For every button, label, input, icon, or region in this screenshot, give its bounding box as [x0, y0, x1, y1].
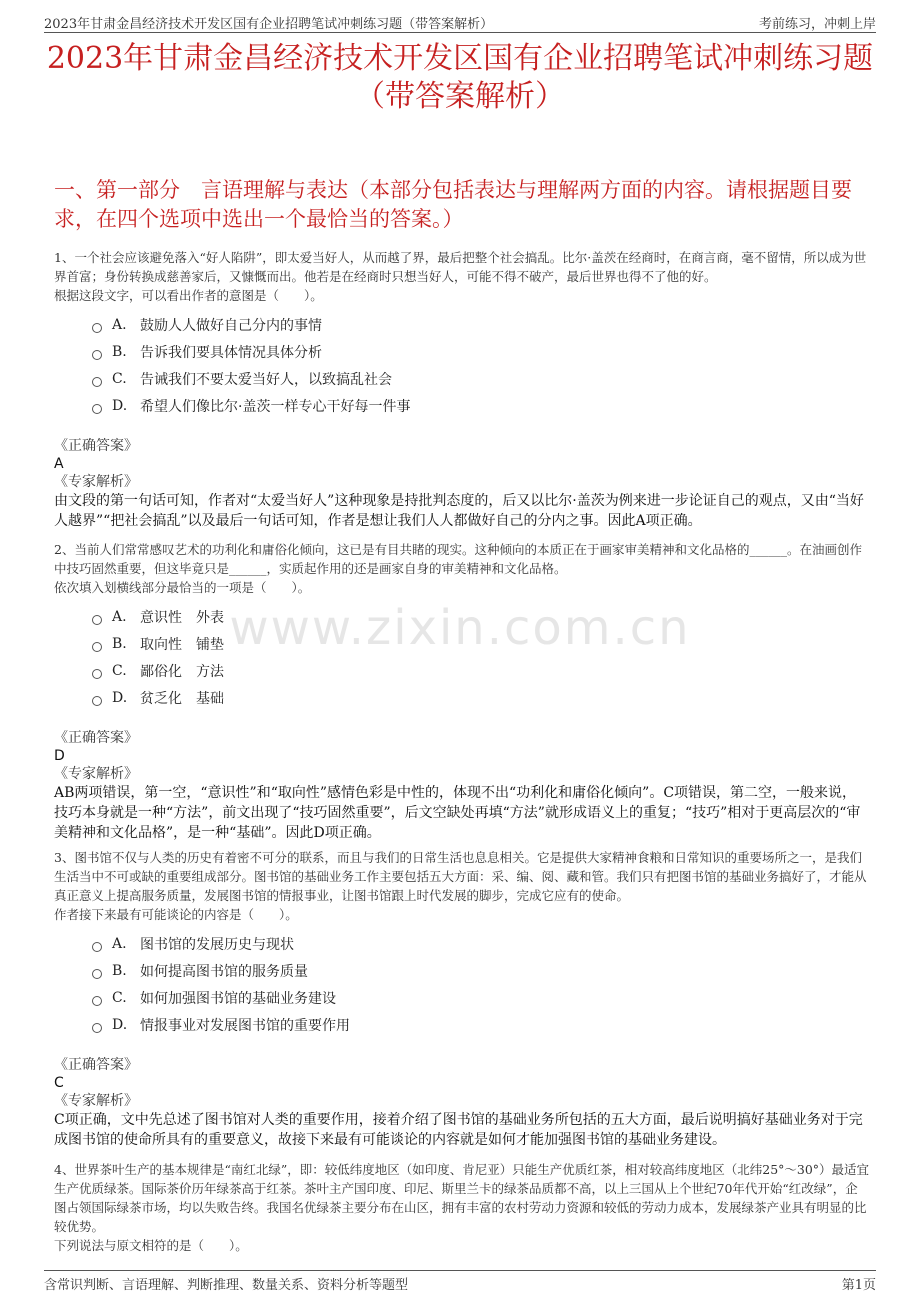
option-b[interactable]: B. 取向性 铺垫	[54, 630, 870, 657]
question-prompt: 下列说法与原文相符的是（ ）。	[54, 1238, 248, 1253]
question-4	[54, 1160, 870, 1255]
radio-icon[interactable]	[92, 669, 102, 679]
radio-icon[interactable]	[92, 642, 102, 652]
question-stem: 1、一个社会应该避免落入“好人陷阱”，即太爱当好人，从而越了界，最后把整个社会搞乱。比尔·盖茨在经商时，在商言商，毫不留情，所以成为世界首富；身份转换成慈善家后，又慷慨而出。他若是在经商时只想当好人，可能不得不破产，最后世界也得不了他的好。	[54, 250, 867, 284]
question-prompt: 依次填入划横线部分最恰当的一项是（ ）。	[54, 580, 311, 595]
analysis-text: AB两项错误，第一空，“意识性”和“取向性”感情色彩是中性的，体现不出“功利化和庸俗化倾向”。C项错误，第二空，一般来说，技巧本身就是一种“方法”，前文出现了“技巧固然重要”，后文空缺处再填“方法”就形成语义上的重复；“技巧”相对于更高层次的“审美精神和文化品格”，是一种“基础”。因此D项正确。	[54, 785, 861, 841]
radio-icon[interactable]	[92, 1023, 102, 1033]
analysis-tag: 《专家解析》	[54, 474, 138, 490]
option-c[interactable]: C. 如何加强图书馆的基础业务建设	[54, 984, 870, 1011]
answer-tag: 《正确答案》	[54, 730, 138, 746]
analysis-text: C项正确，文中先总述了图书馆对人类的重要作用，接着介绍了图书馆的基础业务所包括的五大方面，最后说明搞好基础业务对于完成图书馆的使命所具有的重要意义，故接下来最有可能谈论的内容就是如何才能加强图书馆的基础业务建设。	[54, 1112, 863, 1148]
option-d[interactable]: D. 情报事业对发展图书馆的重要作用	[54, 1011, 870, 1038]
watermark: www.zixin.com.cn	[229, 600, 691, 656]
radio-icon[interactable]	[92, 696, 102, 706]
option-c[interactable]: C. 鄙俗化 方法	[54, 657, 870, 684]
question-prompt: 根据这段文字，可以看出作者的意图是（ ）。	[54, 288, 323, 303]
radio-icon[interactable]	[92, 404, 102, 414]
question-stem: 3、图书馆不仅与人类的历史有着密不可分的联系，而且与我们的日常生活也息息相关。它是提供大家精神食粮和日常知识的重要场所之一，是我们生活当中不可或缺的重要组成部分。图书馆的基础业务工作主要包括五大方面：采、编、阅、藏和管。我们只有把图书馆的基础业务搞好了，才能从真正意义上提高服务质量，发展图书馆的情报事业，让图书馆跟上时代发展的脚步，完成它应有的使命。	[54, 850, 867, 903]
option-b[interactable]: B. 告诉我们要具体情况具体分析	[54, 338, 870, 365]
question-stem: 2、当前人们常常感叹艺术的功利化和庸俗化倾向，这已是有目共睹的现实。这种倾向的本质正在于画家审美精神和文化品格的______。在油画创作中技巧固然重要，但这毕竟只是______，实质起作用的还是画家自身的审美精神和文化品格。	[54, 542, 862, 576]
option-list	[54, 930, 870, 1038]
answer-value: A	[54, 456, 64, 472]
question-3	[54, 848, 870, 1150]
header-doc-title: 2023年甘肃金昌经济技术开发区国有企业招聘笔试冲刺练习题（带答案解析）	[44, 17, 494, 32]
analysis-tag: 《专家解析》	[54, 1093, 138, 1109]
question-1	[54, 248, 870, 531]
answer-tag: 《正确答案》	[54, 438, 138, 454]
page-number: 第1页	[841, 1278, 876, 1293]
radio-icon[interactable]	[92, 996, 102, 1006]
option-a[interactable]: A. 鼓励人人做好自己分内的事情	[54, 311, 870, 338]
option-c[interactable]: C. 告诫我们不要太爱当好人，以致搞乱社会	[54, 365, 870, 392]
radio-icon[interactable]	[92, 377, 102, 387]
option-d[interactable]: D. 贫乏化 基础	[54, 684, 870, 711]
option-a[interactable]: A. 图书馆的发展历史与现状	[54, 930, 870, 957]
question-stem: 4、世界茶叶生产的基本规律是“南红北绿”，即：较低纬度地区（如印度、肯尼亚）只能生产优质红茶，相对较高纬度地区（北纬25°～30°）最适宜生产优质绿茶。国际茶价历年绿茶高于红茶。茶叶主产国印度、印尼、斯里兰卡的绿茶品质都不高，以上三国从上个世纪70年代开始“红改绿”，企图占领国际绿茶市场，均以失败告终。我国名优绿茶主要分布在山区，拥有丰富的农村劳动力资源和较低的劳动力成本，发展绿茶产业具有明显的比较优势。	[54, 1162, 870, 1234]
radio-icon[interactable]	[92, 323, 102, 333]
radio-icon[interactable]	[92, 942, 102, 952]
radio-icon[interactable]	[92, 350, 102, 360]
question-prompt: 作者接下来最有可能谈论的内容是（ ）。	[54, 907, 298, 922]
radio-icon[interactable]	[92, 615, 102, 625]
footer-note: 含常识判断、言语理解、判断推理、数量关系、资料分析等题型	[44, 1278, 409, 1293]
option-d[interactable]: D. 希望人们像比尔·盖茨一样专心干好每一件事	[54, 392, 870, 419]
header-slogan: 考前练习，冲刺上岸	[758, 17, 876, 32]
answer-value: D	[54, 748, 65, 764]
answer-value: C	[54, 1075, 64, 1091]
page-header	[44, 10, 876, 33]
analysis-text: 由文段的第一句话可知，作者对“太爱当好人”这种现象是持批判态度的，后又以比尔·盖茨为例来进一步论证自己的观点，又由“当好人越界”“把社会搞乱”以及最后一句话可知，作者是想让我们人人都做好自己的分内之事。因此A项正确。	[54, 493, 864, 529]
page-footer	[44, 1270, 876, 1291]
question-2	[54, 540, 870, 843]
option-b[interactable]: B. 如何提高图书馆的服务质量	[54, 957, 870, 984]
radio-icon[interactable]	[92, 969, 102, 979]
option-list	[54, 311, 870, 419]
option-list	[54, 603, 870, 711]
document-title: 2023年甘肃金昌经济技术开发区国有企业招聘笔试冲刺练习题（带答案解析）	[46, 41, 874, 114]
analysis-tag: 《专家解析》	[54, 766, 138, 782]
section-heading: 一、第一部分 言语理解与表达（本部分包括表达与理解两方面的内容。请根据题目要求，在四个选项中选出一个最恰当的答案。）	[54, 178, 852, 231]
option-a[interactable]: A. 意识性 外表	[54, 603, 870, 630]
answer-tag: 《正确答案》	[54, 1057, 138, 1073]
